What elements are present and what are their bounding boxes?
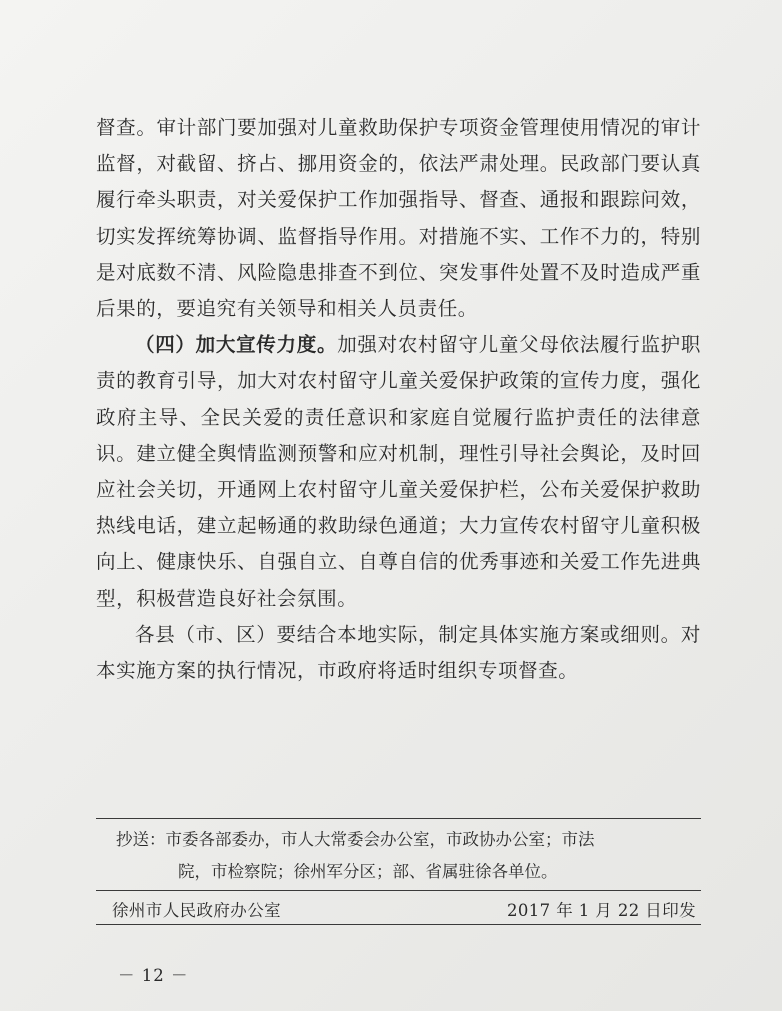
page-number: － 12 － [118, 966, 189, 985]
body-text [96, 110, 701, 689]
cc-line-1: 抄送：市委各部委办，市人大常委会办公室，市政协办公室；市法 [116, 830, 595, 849]
paragraph-supervision: 督查。审计部门要加强对儿童救助保护专项资金管理使用情况的审计监督，对截留、挤占、挪用资金的，依法严肃处理。民政部门要认真履行牵头职责，对关爱保护工作加强指导、督查、通报和跟踪问效，切实发挥统筹协调、监督指导作用。对措施不实、工作不力的，特别是对底数不清、风险隐患排查不到位、突发事件处置不及时造成严重后果的，要追究有关领导和相关人员责任。 [96, 116, 701, 321]
section-heading-publicity: （四）加大宣传力度。 [135, 333, 338, 357]
footer-bottom-rule [96, 924, 701, 925]
paragraph-publicity [96, 327, 701, 617]
issuer-name: 徐州市人民政府办公室 [112, 901, 281, 920]
cc-line-2: 院，市检察院；徐州军分区；部、省属驻徐各单位。 [178, 862, 558, 881]
paragraph-implementation: 各县（市、区）要结合本地实际，制定具体实施方案或细则。对本实施方案的执行情况，市政府将适时组织专项督查。 [96, 622, 701, 683]
cc-bottom-rule [96, 890, 701, 891]
cc-top-rule [96, 818, 701, 819]
paragraph-publicity-text: 加强对农村留守儿童父母依法履行监护职责的教育引导，加大对农村留守儿童关爱保护政策的宣传力度，强化政府主导、全民关爱的责任意识和家庭自觉履行监护责任的法律意识。建立健全舆情监测预警和应对机制，理性引导社会舆论，及时回应社会关切，开通网上农村留守儿童关爱保护栏，公布关爱保护救助热线电话，建立起畅通的救助绿色通道；大力宣传农村留守儿童积极向上、健康快乐、自强自立、自尊自信的优秀事迹和关爱工作先进典型，积极营造良好社会氛围。 [96, 333, 701, 610]
issue-date: 2017 年 1 月 22 日印发 [506, 901, 696, 920]
